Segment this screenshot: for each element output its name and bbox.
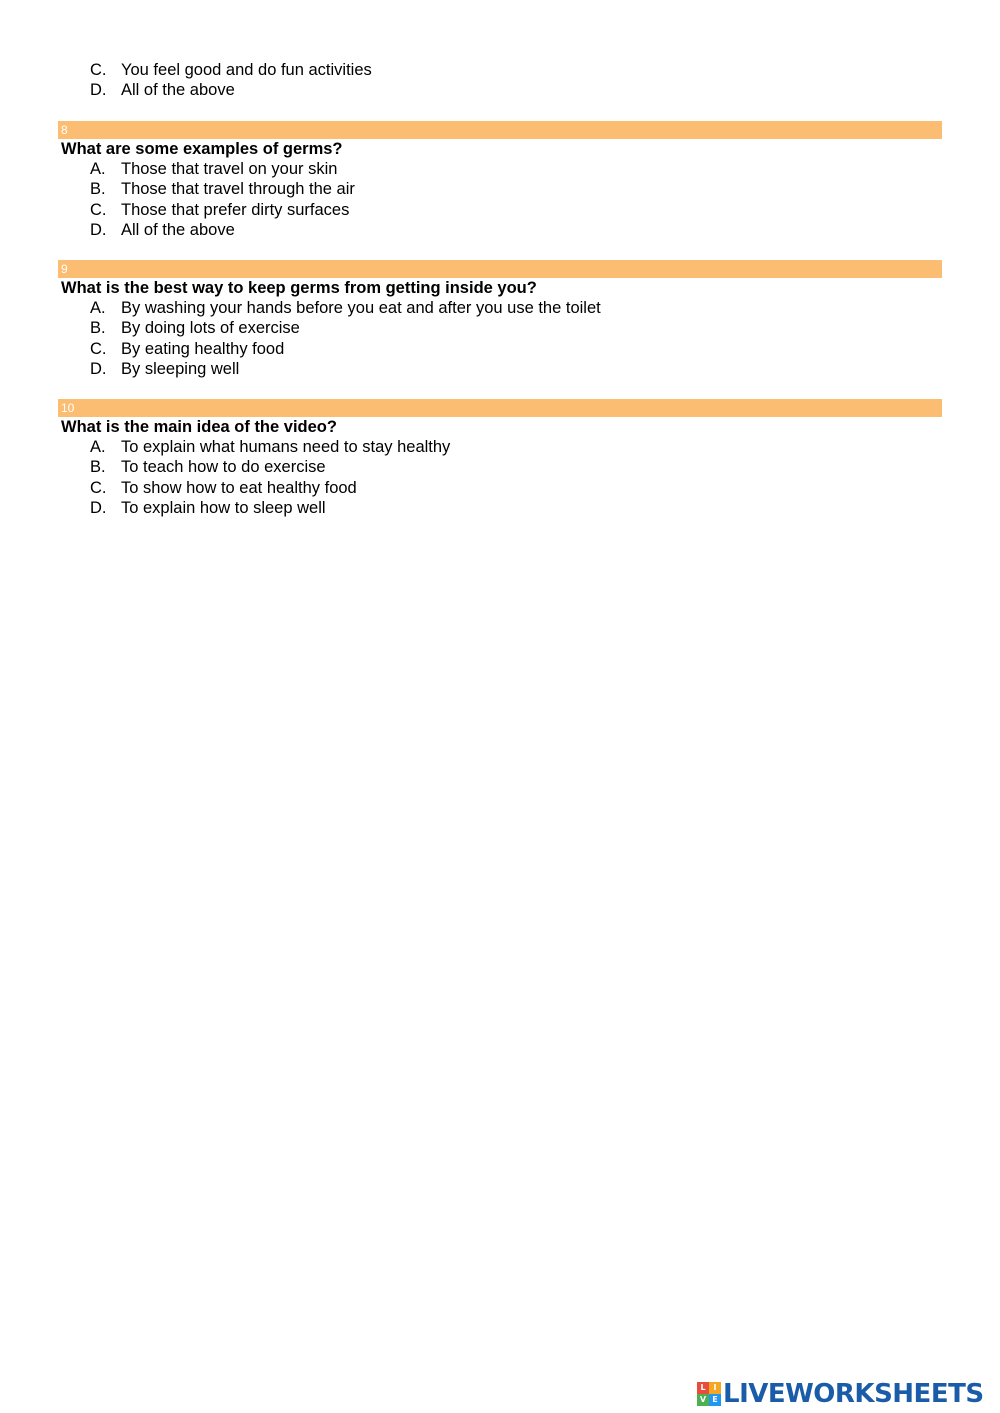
option-letter: B. <box>90 180 106 199</box>
question-number-bar <box>58 260 942 278</box>
option-letter: C. <box>90 339 107 358</box>
option-text: By eating healthy food <box>121 339 285 358</box>
option-letter: C. <box>90 200 107 219</box>
option-d[interactable] <box>0 498 1000 518</box>
option-text: All of the above <box>121 81 235 100</box>
option-d[interactable] <box>0 220 1000 240</box>
option-row <box>0 80 1000 100</box>
option-text: By doing lots of exercise <box>121 319 300 338</box>
logo-mark-letter: E <box>709 1394 721 1406</box>
option-letter: B. <box>90 458 106 477</box>
option-c[interactable] <box>0 478 1000 498</box>
option-list <box>0 437 1000 519</box>
option-letter: B. <box>90 319 106 338</box>
option-list <box>0 298 1000 380</box>
option-text: You feel good and do fun activities <box>121 61 372 79</box>
option-letter: D. <box>90 221 107 240</box>
liveworksheets-logo <box>697 1376 984 1412</box>
option-letter: D. <box>90 360 107 379</box>
option-text: To explain what humans need to stay healthy <box>121 438 451 456</box>
option-b[interactable] <box>0 179 1000 199</box>
logo-mark-letter: I <box>709 1382 721 1394</box>
option-list <box>0 159 1000 241</box>
option-b[interactable] <box>0 457 1000 477</box>
option-letter: A. <box>90 160 106 178</box>
option-text: Those that prefer dirty surfaces <box>121 200 350 219</box>
option-row <box>0 60 1000 80</box>
option-text: To explain how to sleep well <box>121 499 326 518</box>
option-text: To show how to eat healthy food <box>121 478 357 497</box>
option-a[interactable] <box>0 159 1000 179</box>
question-number: 10 <box>61 401 75 415</box>
option-c[interactable] <box>0 339 1000 359</box>
option-letter: C. <box>90 478 107 497</box>
option-letter: C. <box>90 61 107 79</box>
option-a[interactable] <box>0 298 1000 318</box>
question-number: 9 <box>61 262 68 276</box>
question-text: What is the best way to keep germs from getting inside you? <box>61 279 537 297</box>
question-number-bar <box>58 399 942 417</box>
logo-mark-icon <box>697 1382 721 1406</box>
option-text: To teach how to do exercise <box>121 458 326 477</box>
option-text: All of the above <box>121 221 235 240</box>
option-a[interactable] <box>0 437 1000 457</box>
logo-wordmark: LIVEWORKSHEETS <box>723 1379 984 1409</box>
option-letter: D. <box>90 81 107 100</box>
option-letter: A. <box>90 438 106 456</box>
question-number-bar <box>58 121 942 139</box>
option-letter: A. <box>90 299 106 317</box>
option-c[interactable] <box>0 200 1000 220</box>
question-text: What is the main idea of the video? <box>61 418 337 436</box>
option-d[interactable] <box>0 359 1000 379</box>
option-text: By sleeping well <box>121 360 240 379</box>
question-number: 8 <box>61 123 68 137</box>
logo-mark-letter: V <box>697 1394 709 1406</box>
question-text: What are some examples of germs? <box>61 140 343 158</box>
option-text: Those that travel on your skin <box>121 160 338 178</box>
option-text: By washing your hands before you eat and after you use the toilet <box>121 299 601 317</box>
option-text: Those that travel through the air <box>121 180 355 199</box>
option-letter: D. <box>90 499 107 518</box>
logo-mark-letter: L <box>697 1382 709 1394</box>
continued-options <box>0 60 1000 101</box>
option-b[interactable] <box>0 318 1000 338</box>
